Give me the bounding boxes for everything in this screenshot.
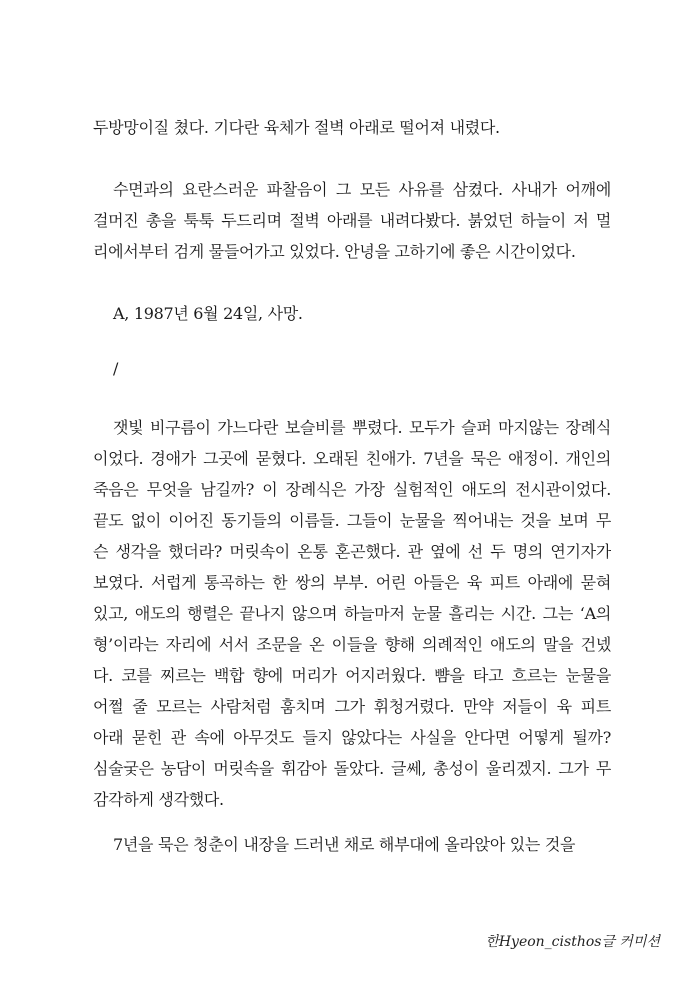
text-line: 슨 생각을 했더라? 머릿속이 온통 혼곤했다. 관 옆에 선 두 명의 연기자가: [93, 542, 611, 561]
text-line: 보였다. 서럽게 통곡하는 한 쌍의 부부. 어린 아들은 육 피트 아래에 묻혀: [93, 573, 611, 592]
text-line: 형’이라는 자리에 서서 조문을 온 이들을 향해 의례적인 애도의 말을 건넸: [93, 635, 611, 654]
text-line: 두방망이질 쳤다. 기다란 육체가 절벽 아래로 떨어져 내렸다.: [93, 118, 500, 137]
text-line: 이었다. 경애가 그곳에 묻혔다. 오래된 친애가. 7년을 묵은 애정이. 개인의: [93, 449, 611, 468]
paragraph-5: [93, 412, 611, 815]
text-line: 심술궂은 농담이 머릿속을 휘감아 돌았다. 글쎄, 총성이 울리겠지. 그가 무: [93, 759, 611, 778]
paragraph-6: [93, 829, 611, 860]
paragraph-3: [93, 298, 611, 329]
commission-credit: 한Hyeon_cisthos글 커미션: [485, 934, 660, 950]
text-line: 7년을 묵은 청춘이 내장을 드러낸 채로 해부대에 올라앉아 있는 것을: [113, 835, 576, 854]
text-line: 걸머진 총을 툭툭 두드리며 절벽 아래를 내려다봤다. 붉었던 하늘이 저 멀: [93, 211, 611, 230]
text-line: /: [113, 359, 119, 378]
text-line: 아래 묻힌 관 속에 아무것도 들지 않았다는 사실을 안다면 어떻게 될까?: [93, 728, 611, 747]
text-line: 수면과의 요란스러운 파찰음이 그 모든 사유를 삼켰다. 사내가 어깨에: [113, 180, 611, 199]
text-line: 어쩔 줄 모르는 사람처럼 훔치며 그가 휘청거렸다. 만약 저들이 육 피트: [93, 697, 611, 716]
text-line: 끝도 없이 이어진 동기들의 이름들. 그들이 눈물을 찍어내는 것을 보며 무: [93, 511, 611, 530]
text-line: 죽음은 무엇을 남길까? 이 장례식은 가장 실험적인 애도의 전시관이었다.: [93, 480, 611, 499]
text-line: 있고, 애도의 행렬은 끝나지 않으며 하늘마저 눈물 흘리는 시간. 그는 ‘A의: [93, 604, 611, 623]
paragraph-4: [93, 353, 611, 384]
paragraph-1: [93, 112, 611, 143]
text-line: 다. 코를 찌르는 백합 향에 머리가 어지러웠다. 뺨을 타고 흐르는 눈물을: [93, 666, 611, 685]
paragraph-2: [93, 174, 611, 267]
text-line: 감각하게 생각했다.: [93, 790, 224, 809]
text-line: A, 1987년 6월 24일, 사망.: [113, 304, 303, 323]
text-line: 잿빛 비구름이 가느다란 보슬비를 뿌렸다. 모두가 슬퍼 마지않는 장례식: [113, 418, 611, 437]
text-line: 리에서부터 검게 물들어가고 있었다. 안녕을 고하기에 좋은 시간이었다.: [93, 242, 576, 261]
